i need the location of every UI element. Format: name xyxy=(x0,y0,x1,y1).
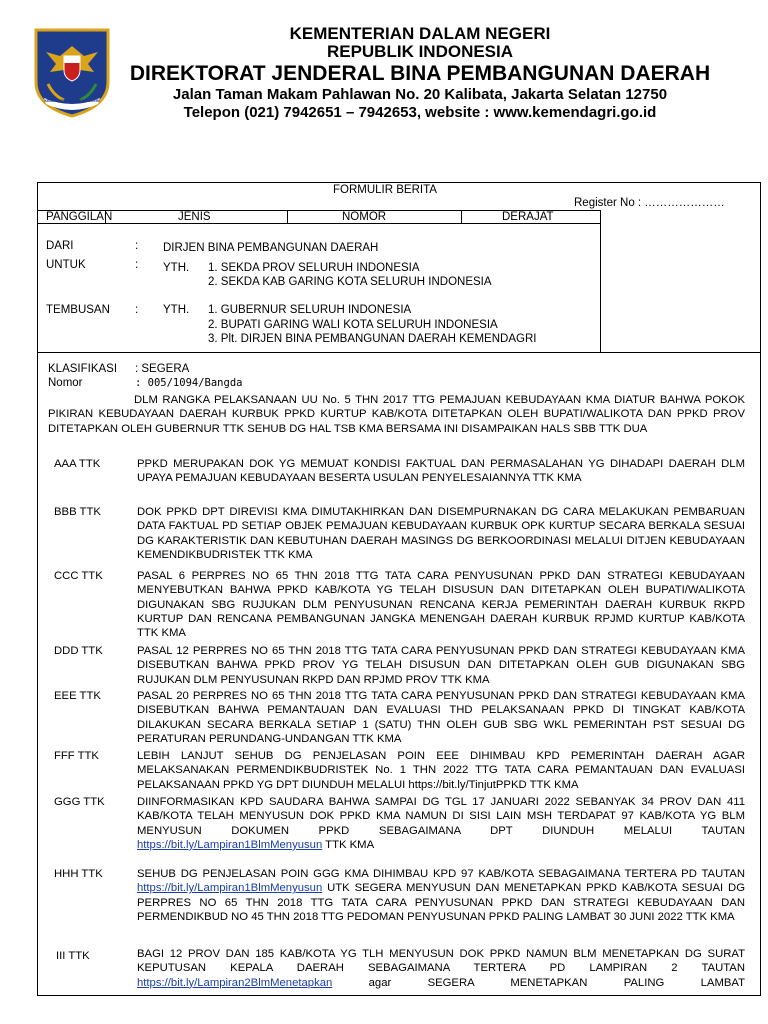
kemendagri-logo xyxy=(32,26,112,118)
tembusan-item: 3. Plt. DIRJEN BINA PEMBANGUNAN DAERAH KEMENDAGRI xyxy=(208,333,537,345)
ministry-name: KEMENTERIAN DALAM NEGERI xyxy=(289,24,551,43)
news-form xyxy=(37,182,761,996)
dari-colon: : xyxy=(135,240,139,252)
item-text-ggg xyxy=(137,795,745,852)
col-header-derajat: DERAJAT xyxy=(502,211,554,223)
tembusan-yth: YTH. xyxy=(163,304,190,316)
address-block-bottom xyxy=(38,352,760,353)
item-text-eee: PASAL 20 PERPRES NO 65 THN 2018 TTG TATA CARA PENYUSUNAN PPKD DAN STRATEGI KEBUDAYAAN KMA DISEBUTKAN BAHWA PEMANTAUAN DAN EVALUASI THD PELAKSANAAN PPKD DI TINGKAT KAB/KOTA DILAKUKAN SECARA BERKALA SETIAP 1 (SATU) THN OLEH GUB SBG WKL PEMERINTAH PST SESUAI DG PERATURAN PERUNDANG-UNDANGAN TTK KMA xyxy=(137,690,745,745)
item-label-iii: III TTK xyxy=(56,950,90,962)
right-panel-divider xyxy=(600,210,601,352)
logo-caption: KEMENTERIAN DALAM NEGERI xyxy=(44,99,100,103)
item-text-aaa: PPKD MERUPAKAN DOK YG MEMUAT KONDISI FAKTUAL DAN PERMASALAHAN YG DIHADAPI DAERAH DLM UPAYA PEMAJUAN KEBUDAYAAN BESERTA USULAN PENYELESAIANNYA TTK KMA xyxy=(137,458,745,485)
nomor-value: : 005/1094/Bangda xyxy=(135,377,243,389)
form-title: FORMULIR BERITA xyxy=(333,184,437,196)
item-text-ggg-body: DIINFORMASIKAN KPD SAUDARA BAHWA SAMPAI DG TGL 17 JANUARI 2022 SEBANYAK 34 PROV DAN 411 KAB/KOTA TELAH MENYUSUN DOK PPKD KMA NAMUN DI SISI LAIN MSH TERDAPAT 97 KAB/KOTA YG BLM MENYUSUN DOKUMEN PPKD SEBAGAIMANA DPT DIUNDUH MELALUI TAUTAN xyxy=(137,796,745,837)
register-number: Register No : ………………… xyxy=(574,197,725,209)
link-lampiran1[interactable]: https://bit.ly/Lampiran1BlmMenyusun xyxy=(137,838,323,851)
dari-label: DARI xyxy=(46,240,74,252)
item-text-iii-body: BAGI 12 PROV DAN 185 KAB/KOTA YG TLH MENYUSUN DOK PPKD NAMUN BLM MENETAPKAN DG SURAT KEPUTUSAN KEPALA DAERAH SEBAGAIMANA TERTERA PD LAMPIRAN 2 TAUTAN xyxy=(137,948,745,975)
dari-value: DIRJEN BINA PEMBANGUNAN DAERAH xyxy=(163,242,379,254)
item-label-ddd: DDD TTK xyxy=(54,645,103,657)
tembusan-label: TEMBUSAN xyxy=(46,304,110,316)
col-header-panggilan: PANGGILAN xyxy=(46,211,113,223)
item-text-hhh-body: UTK SEGERA MENYUSUN DAN MENETAPKAN PPKD KAB/KOTA SESUAI DG PERPRES NO 65 THN 2018 TTG TATA CARA PENYUSUNAN PPKD DAN STRATEGI KEBUDAYAAN DAN PERMENDIKBUD NO 45 THN 2018 TTG PEDOMAN PENYUSUNAN PPKD PALING LAMBAT 30 JUNI 2022 TTK KMA xyxy=(137,882,745,923)
item-text-fff: LEBIH LANJUT SEHUB DG PENJELASAN POIN EEE DIHIMBAU KPD PEMERINTAH DAERAH AGAR MELAKSANAKAN PERMENDIKBUDRISTEK No. 1 THN 2022 TTG TATA CARA PEMANTAUAN DAN EVALUASI PELAKSANAAN PPKD YG DPT DIUNDUH MELALUI https://bit.ly/TinjutPPKD TTK KMA xyxy=(137,750,745,791)
item-text-hhh xyxy=(137,867,745,924)
tembusan-item: 1. GUBERNUR SELURUH INDONESIA xyxy=(208,304,412,316)
item-text-ggg-tail: TTK KMA xyxy=(322,838,375,851)
link-lampiran2[interactable]: https://bit.ly/Lampiran2BlmMenetapkan xyxy=(137,976,333,989)
directorate-name: DIREKTORAT JENDERAL BINA PEMBANGUNAN DAERAH xyxy=(129,62,711,85)
col-divider xyxy=(287,210,288,223)
item-label-ggg: GGG TTK xyxy=(54,796,105,808)
office-contact: Telepon (021) 7942651 – 7942653, website : www.kemendagri.go.id xyxy=(183,104,657,121)
untuk-label: UNTUK xyxy=(46,259,86,271)
item-text-ddd: PASAL 12 PERPRES NO 65 THN 2018 TTG TATA CARA PENYUSUNAN PPKD DAN STRATEGI KEBUDAYAAN KMA DISEBUTKAN BAHWA PPKD PROV YG TELAH DISUSUN DAN DITETAPKAN OLEH GUB DIGUNAKAN SBG RUJUKAN DLM PENYUSUNAN RKPD DAN RPJMD PROV TTK KMA xyxy=(137,645,745,686)
item-text-iii-tail: agar SEGERA MENETAPKAN PALING LAMBAT xyxy=(332,976,745,989)
item-label-hhh: HHH TTK xyxy=(54,868,103,880)
item-text-ccc: PASAL 6 PERPRES NO 65 THN 2018 TTG TATA CARA PENYUSUNAN PPKD DAN STRATEGI KEBUDAYAAN MENYEBUTKAN BAHWA PPKD KAB/KOTA YG TELAH DISUSUN DAN DITETAPKAN OLEH BUPATI/WALIKOTA DIGUNAKAN SBG RUJUKAN DLM PENYUSUNAN RENCANA KERJA PEMERINTAH DAERAH KURBUK RKPD KURTUP DAN RENCANA PEMBANGUNAN JANGKA MENENGAH DAERAH KURBUK RPJMD KURTUP KAB/KOTA TTK KMA xyxy=(137,570,745,640)
untuk-item: 1. SEKDA PROV SELURUH INDONESIA xyxy=(208,262,420,274)
intro-paragraph: DLM RANGKA PELAKSANAAN UU No. 5 THN 2017 TTG PEMAJUAN KEBUDAYAAN KMA DIATUR BAHWA POKOK PIKIRAN KEBUDAYAAN DAERAH KURBUK PPKD KURTUP KAB/KOTA DITETAPKAN OLEH BUPATI/WALIKOTA DAN PPKD PROV DITETAPKAN OLEH GUBERNUR TTK SEHUB DG HAL TSB KMA BERSAMA INI DISAMPAIKAN HALS SBB TTK DUA xyxy=(48,394,745,435)
link-lampiran1-hhh[interactable]: https://bit.ly/Lampiran1BlmMenyusun xyxy=(137,882,323,895)
tembusan-item: 2. BUPATI GARING WALI KOTA SELURUH INDONESIA xyxy=(208,319,498,331)
untuk-item: 2. SEKDA KAB GARING KOTA SELURUH INDONESIA xyxy=(208,276,492,288)
col-header-nomor: NOMOR xyxy=(342,211,387,223)
item-text-hhh-head: SEHUB DG PENJELASAN POIN GGG KMA DIHIMBAU KPD 97 KAB/KOTA SEBAGAIMANA TERTERA PD TAUTAN xyxy=(137,868,745,880)
tembusan-colon: : xyxy=(135,304,139,316)
klasifikasi-label: KLASIFIKASI xyxy=(48,363,118,375)
item-label-aaa: AAA TTK xyxy=(54,458,101,470)
klasifikasi-value: : SEGERA xyxy=(135,363,190,375)
item-label-eee: EEE TTK xyxy=(54,690,101,702)
col-header-jenis: JENIS xyxy=(178,211,211,223)
office-address: Jalan Taman Makam Pahlawan No. 20 Kalibata, Jakarta Selatan 12750 xyxy=(172,86,668,103)
untuk-yth: YTH. xyxy=(163,262,190,274)
nomor-label: Nomor xyxy=(48,377,83,389)
col-divider xyxy=(461,210,462,223)
republic-name: REPUBLIK INDONESIA xyxy=(326,42,514,61)
item-label-ccc: CCC TTK xyxy=(54,570,103,582)
item-text-bbb: DOK PPKD DPT DIREVISI KMA DIMUTAKHIRKAN DAN DISEMPURNAKAN DG CARA MELAKUKAN PEMBARUAN DATA FAKTUAL PD SETIAP OBJEK PEMAJUAN KEBUDAYAAN KURBUK OPK KURTUP SECARA BERKALA SESUAI DG KARAKTERISTIK DAN KEBUTUHAN DAERAH MASINGS DG BERKOORDINASI MELALUI DITJEN KEBUDAYAAN KEMENDIKBUDRISTEK TTK KMA xyxy=(137,506,745,561)
untuk-colon: : xyxy=(135,259,139,271)
item-label-bbb: BBB TTK xyxy=(54,506,101,518)
item-text-iii xyxy=(137,947,745,990)
item-label-fff: FFF TTK xyxy=(54,750,99,762)
